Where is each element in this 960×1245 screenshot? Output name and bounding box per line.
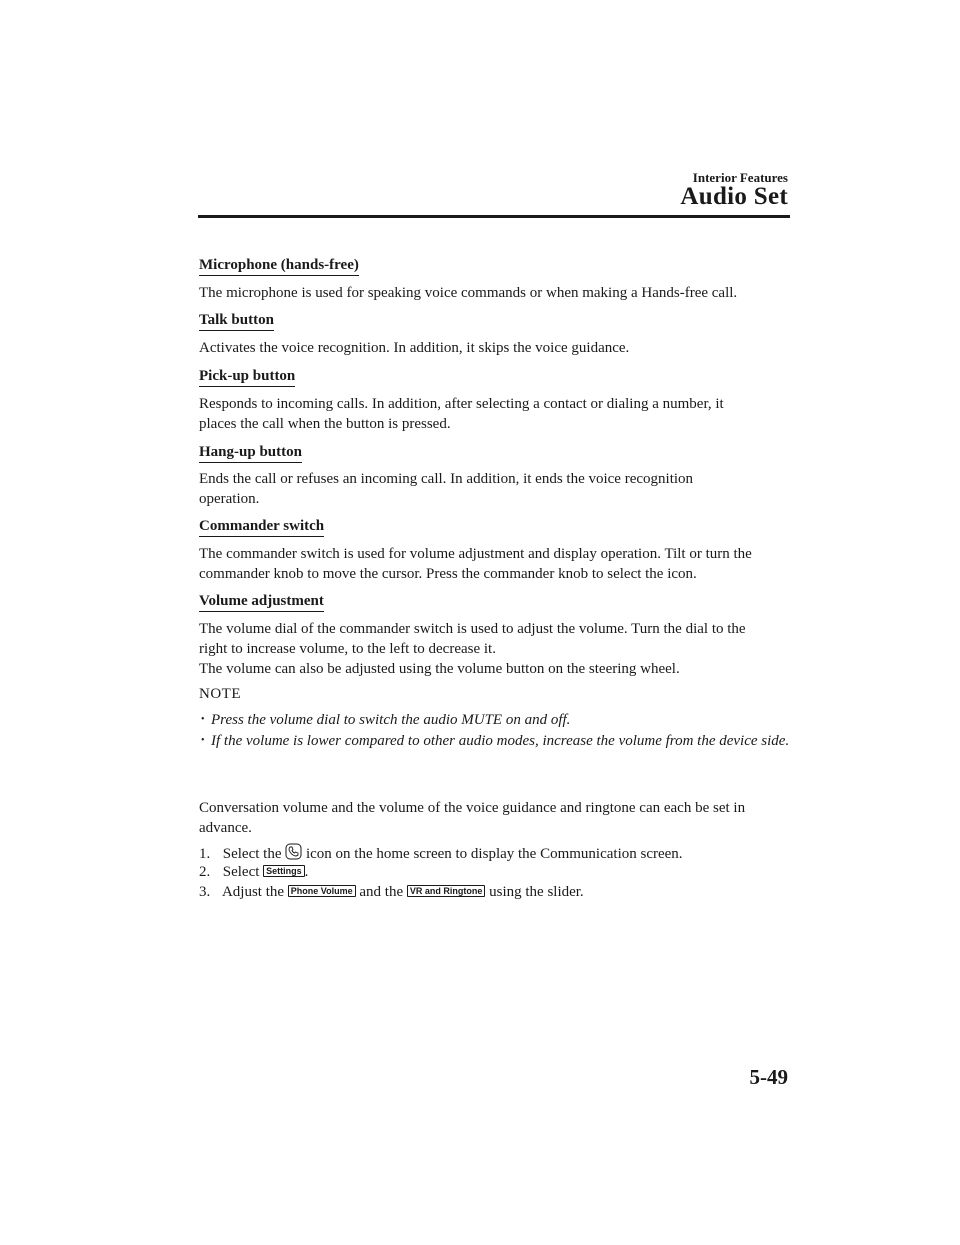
paragraph-volume-line-1: The volume dial of the commander switch is used to adjust the volume. Turn the dial to the [199, 621, 746, 637]
step-1 [199, 843, 683, 864]
paragraph-conversation-line-2: advance. [199, 820, 252, 836]
paragraph-volume-line-3: The volume can also be adjusted using the volume button on the steering wheel. [199, 661, 680, 677]
step-text: Select [222, 864, 260, 880]
paragraph-talk-button: Activates the voice recognition. In addition, it skips the voice guidance. [199, 340, 630, 356]
phone-volume-chip: Phone Volume [288, 885, 356, 897]
note-label: NOTE [199, 686, 241, 702]
step-text: icon on the home screen to display the Communication screen. [305, 846, 683, 862]
step-2 [199, 862, 308, 882]
paragraph-microphone: The microphone is used for speaking voice commands or when making a Hands-free call. [199, 285, 738, 301]
step-number: 1. [199, 846, 211, 862]
step-text: using the slider. [489, 884, 584, 900]
heading-volume-adjustment: Volume adjustment [199, 592, 324, 612]
settings-chip: Settings [263, 865, 305, 877]
note-item: Press the volume dial to switch the audio MUTE on and off. [211, 712, 571, 728]
paragraph-commander-line-2: commander knob to move the cursor. Press the commander knob to select the icon. [199, 566, 697, 582]
paragraph-pickup-line-2: places the call when the button is pressed. [199, 416, 451, 432]
step-number: 3. [199, 884, 211, 900]
section-title: Audio Set [680, 183, 788, 210]
heading-talk-button: Talk button [199, 311, 274, 331]
paragraph-hangup-line-1: Ends the call or refuses an incoming call. In addition, it ends the voice recognition [199, 471, 694, 487]
section-label: Interior Features [692, 170, 788, 185]
phone-icon [285, 843, 302, 860]
step-text: and the [359, 884, 404, 900]
header-rule [198, 215, 790, 218]
paragraph-conversation-line-1: Conversation volume and the volume of the voice guidance and ringtone can each be set in [199, 800, 746, 816]
paragraph-pickup-line-1: Responds to incoming calls. In addition, after selecting a contact or dialing a number, it [199, 396, 724, 412]
step-number: 2. [199, 864, 211, 880]
paragraph-volume-line-2: right to increase volume, to the left to decrease it. [199, 641, 496, 657]
heading-pickup-button: Pick-up button [199, 367, 295, 387]
page-number: 5-49 [749, 1065, 788, 1089]
vr-ringtone-chip: VR and Ringtone [407, 885, 486, 897]
note-bullet: • [201, 735, 205, 746]
step-text: Adjust the [221, 884, 285, 900]
note-item: If the volume is lower compared to other audio modes, increase the volume from the device side. [211, 733, 790, 749]
heading-commander-switch: Commander switch [199, 517, 324, 537]
heading-microphone: Microphone (hands-free) [199, 256, 359, 276]
paragraph-commander-line-1: The commander switch is used for volume adjustment and display operation. Tilt or turn the [199, 546, 752, 562]
paragraph-hangup-line-2: operation. [199, 491, 260, 507]
step-text: Select the [222, 846, 282, 862]
note-bullet: • [201, 714, 205, 725]
step-3 [199, 882, 584, 902]
step-text: . [304, 864, 309, 880]
heading-hangup-button: Hang-up button [199, 443, 302, 463]
